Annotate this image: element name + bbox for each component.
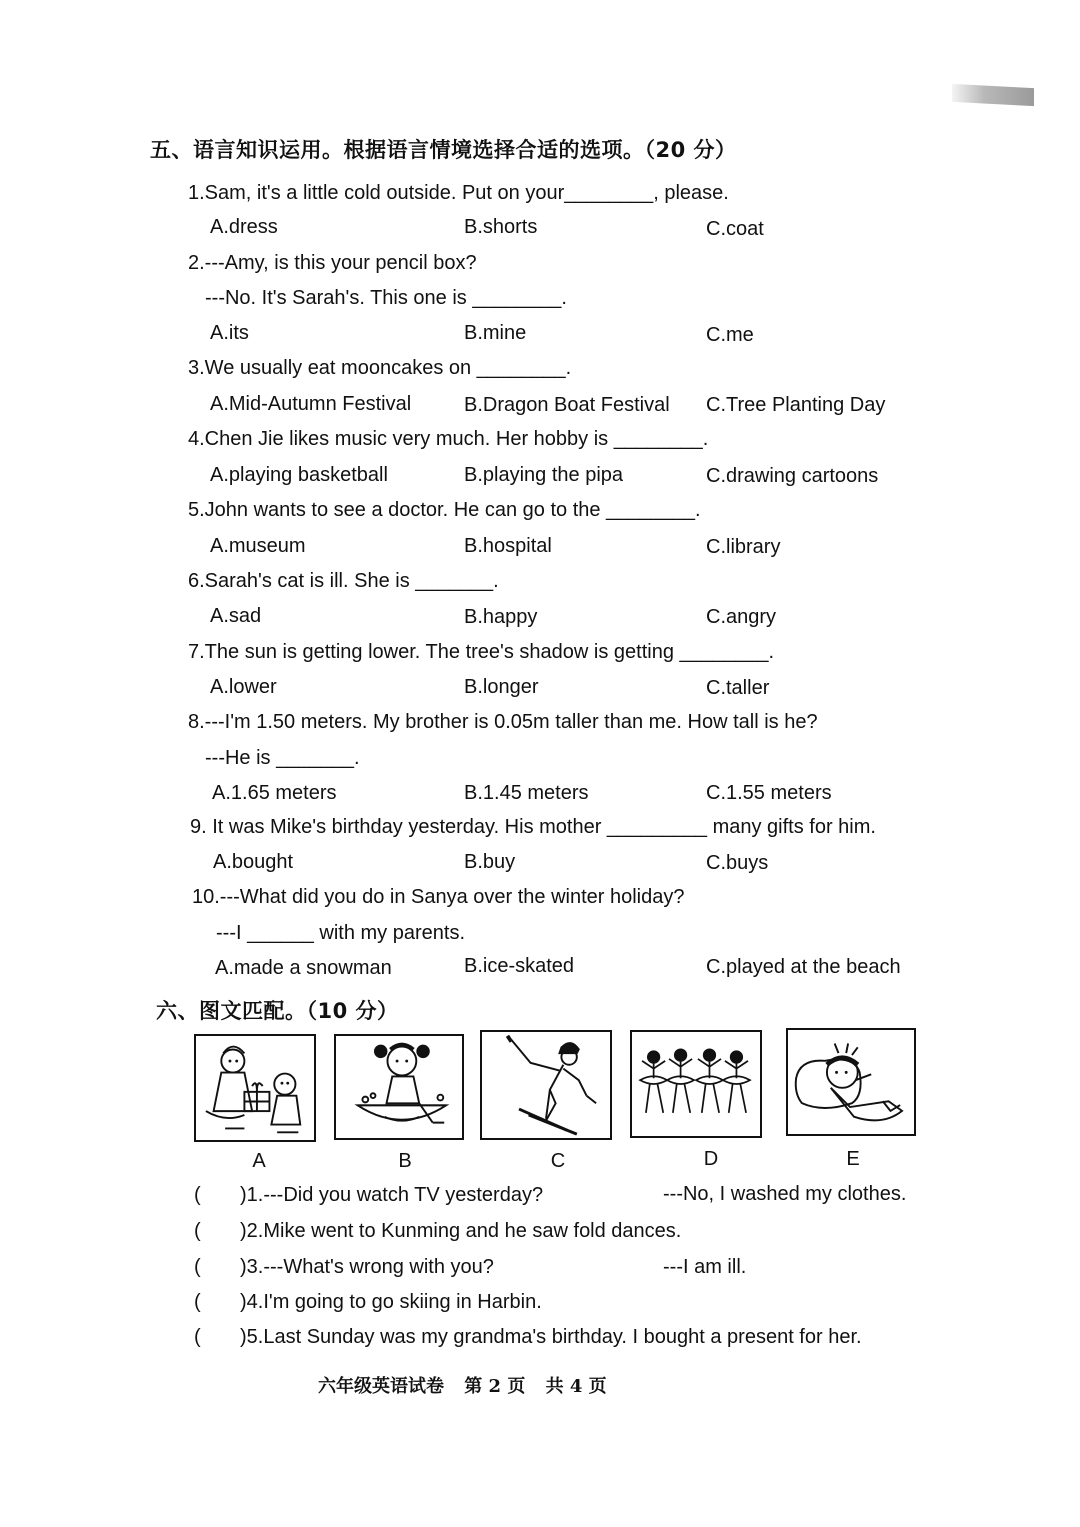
question-9-option-b: B.buy bbox=[464, 851, 516, 873]
question-7-option-a: A.lower bbox=[210, 676, 277, 698]
question-10-option-c: C.played at the beach bbox=[706, 956, 901, 978]
picture-c bbox=[480, 1030, 612, 1140]
match-1-reply: ---No, I washed my clothes. bbox=[663, 1183, 907, 1205]
picture-e-letter: E bbox=[846, 1148, 860, 1170]
question-10-option-a: A.made a snowman bbox=[215, 957, 392, 979]
picture-a bbox=[194, 1034, 316, 1142]
footer-page: 第 2 页 bbox=[464, 1376, 526, 1397]
question-3-stem: 3.We usually eat mooncakes on ________. bbox=[188, 357, 572, 379]
question-3-option-b: B.Dragon Boat Festival bbox=[464, 394, 670, 416]
question-2-option-a: A.its bbox=[210, 322, 249, 344]
question-1-option-b: B.shorts bbox=[464, 216, 538, 238]
question-7-option-c: C.taller bbox=[706, 677, 770, 699]
question-5-option-b: B.hospital bbox=[464, 535, 552, 557]
picture-c-letter: C bbox=[550, 1150, 566, 1172]
question-1-stem: 1.Sam, it's a little cold outside. Put on your________, please. bbox=[188, 182, 729, 204]
washing-clothes-icon bbox=[336, 1036, 462, 1138]
question-3-option-c: C.Tree Planting Day bbox=[706, 394, 886, 416]
question-2-option-c: C.me bbox=[706, 324, 754, 346]
match-1-bracket: ( bbox=[194, 1184, 201, 1206]
question-9-option-c: C.buys bbox=[706, 852, 769, 874]
picture-a-letter: A bbox=[252, 1150, 266, 1172]
match-3-bracket: ( bbox=[194, 1256, 201, 1278]
question-5-option-c: C.library bbox=[706, 536, 781, 558]
question-8-reply: ---He is _______. bbox=[205, 747, 360, 769]
gift-giving-icon bbox=[196, 1036, 314, 1140]
question-3-option-a: A.Mid-Autumn Festival bbox=[210, 393, 412, 415]
picture-b bbox=[334, 1034, 464, 1140]
match-2-text: )2.Mike went to Kunming and he saw fold dances. bbox=[240, 1220, 682, 1242]
match-1-text: )1.---Did you watch TV yesterday? bbox=[240, 1184, 544, 1206]
question-1-option-c: C.coat bbox=[706, 218, 764, 240]
picture-b-letter: B bbox=[398, 1150, 412, 1172]
page-footer bbox=[318, 1372, 621, 1398]
question-10-option-b: B.ice-skated bbox=[464, 955, 575, 977]
match-5-bracket: ( bbox=[194, 1326, 201, 1348]
match-3-reply: ---I am ill. bbox=[663, 1256, 747, 1278]
question-6-option-b: B.happy bbox=[464, 606, 538, 628]
question-7-option-b: B.longer bbox=[464, 676, 539, 698]
question-4-stem: 4.Chen Jie likes music very much. Her hobby is ________. bbox=[188, 428, 709, 450]
dancers-icon bbox=[632, 1032, 760, 1136]
question-8-option-c: C.1.55 meters bbox=[706, 782, 832, 804]
match-2-bracket: ( bbox=[194, 1220, 201, 1242]
sick-girl-icon bbox=[788, 1030, 914, 1134]
footer-total: 共 4 页 bbox=[545, 1376, 607, 1397]
question-10-stem: 10.---What did you do in Sanya over the winter holiday? bbox=[192, 886, 685, 908]
question-2-option-b: B.mine bbox=[464, 322, 527, 344]
section-6-title: 六、图文匹配。（10 分） bbox=[156, 999, 399, 1023]
footer-grade: 六年级英语试卷 bbox=[318, 1376, 444, 1397]
picture-d-letter: D bbox=[703, 1148, 719, 1170]
match-4-text: )4.I'm going to go skiing in Harbin. bbox=[240, 1291, 542, 1313]
match-5-text: )5.Last Sunday was my grandma's birthday. I bought a present for her. bbox=[240, 1326, 862, 1348]
question-4-option-a: A.playing basketball bbox=[210, 464, 388, 486]
scan-edge-mark bbox=[952, 84, 1034, 106]
match-4-bracket: ( bbox=[194, 1291, 201, 1313]
question-5-stem: 5.John wants to see a doctor. He can go to the ________. bbox=[188, 499, 701, 521]
question-5-option-a: A.museum bbox=[210, 535, 306, 557]
picture-d bbox=[630, 1030, 762, 1138]
question-9-option-a: A.bought bbox=[213, 851, 294, 873]
skiing-icon bbox=[482, 1032, 610, 1138]
question-8-option-b: B.1.45 meters bbox=[464, 782, 589, 804]
question-1-option-a: A.dress bbox=[210, 216, 278, 238]
question-8-option-a: A.1.65 meters bbox=[212, 782, 337, 804]
question-10-reply: ---I ______ with my parents. bbox=[216, 922, 465, 944]
picture-e bbox=[786, 1028, 916, 1136]
question-9-stem: 9. It was Mike's birthday yesterday. His mother _________ many gifts for him. bbox=[190, 816, 876, 838]
question-8-stem: 8.---I'm 1.50 meters. My brother is 0.05m taller than me. How tall is he? bbox=[188, 711, 818, 733]
question-6-option-c: C.angry bbox=[706, 606, 777, 628]
question-2-stem: 2.---Amy, is this your pencil box? bbox=[188, 252, 477, 274]
question-6-stem: 6.Sarah's cat is ill. She is _______. bbox=[188, 570, 499, 592]
question-2-reply: ---No. It's Sarah's. This one is ________. bbox=[205, 287, 567, 309]
question-4-option-b: B.playing the pipa bbox=[464, 464, 624, 486]
match-3-text: )3.---What's wrong with you? bbox=[240, 1256, 494, 1278]
question-7-stem: 7.The sun is getting lower. The tree's shadow is getting ________. bbox=[188, 641, 775, 663]
question-4-option-c: C.drawing cartoons bbox=[706, 465, 879, 487]
section-5-title: 五、语言知识运用。根据语言情境选择合适的选项。（20 分） bbox=[150, 138, 737, 162]
question-6-option-a: A.sad bbox=[210, 605, 262, 627]
